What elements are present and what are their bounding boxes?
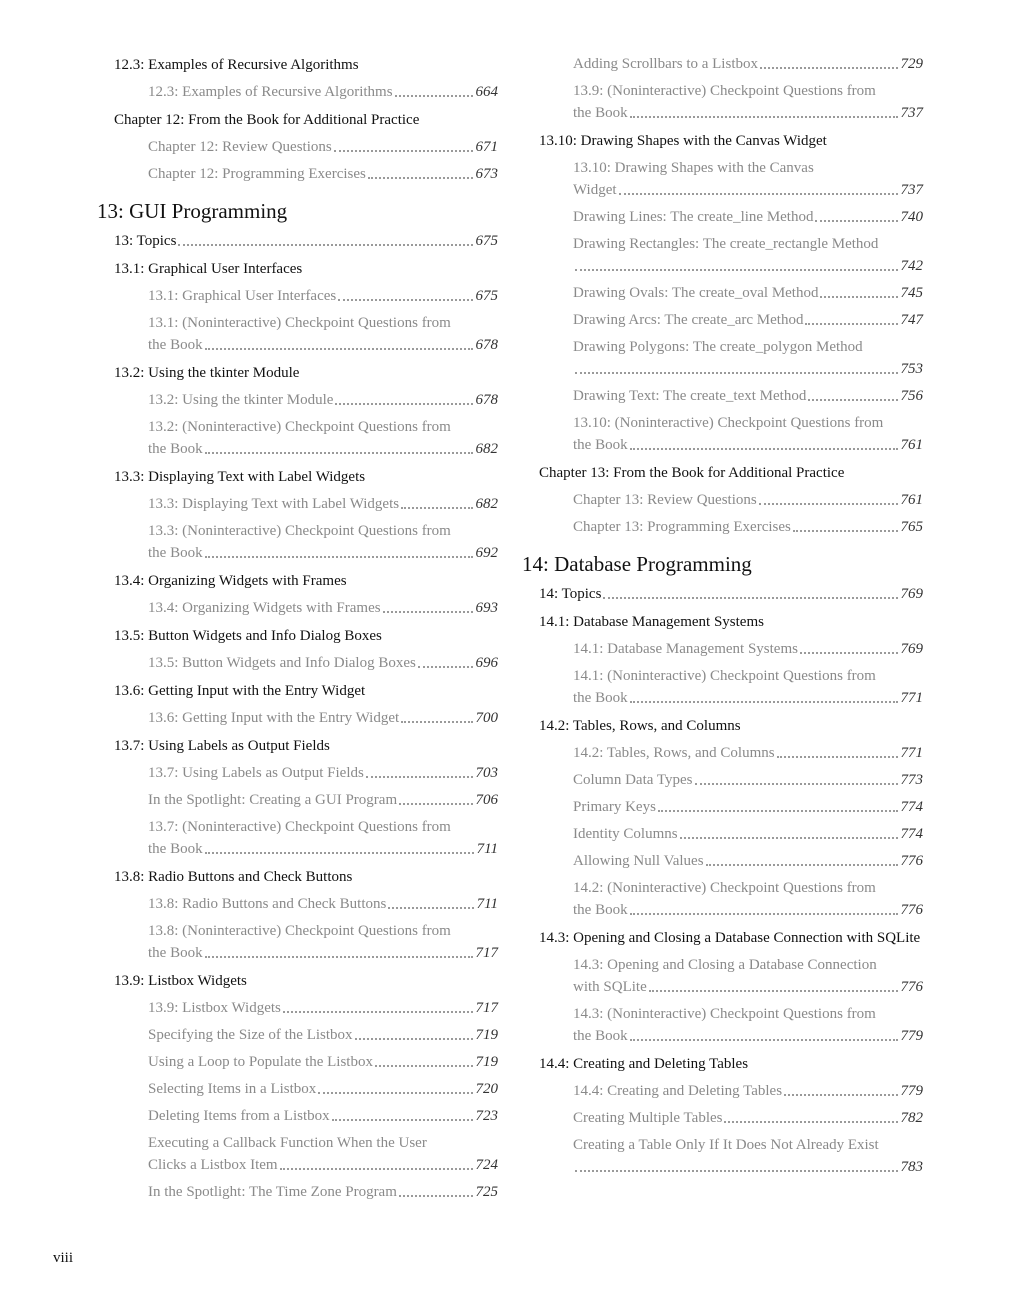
toc-page-number: 664: [475, 84, 498, 100]
section-heading: 13.7: Using Labels as Output Fields: [114, 738, 330, 754]
toc-entry-title: the Book: [148, 441, 203, 457]
dot-leader: [784, 1094, 897, 1096]
toc-entry[interactable]: [97, 285, 498, 307]
toc-entry-title: In the Spotlight: The Time Zone Program: [148, 1184, 397, 1200]
dot-leader: [695, 783, 898, 785]
toc-page-number: 771: [900, 690, 923, 706]
toc-entry-title: 14: Topics: [539, 586, 602, 602]
toc-page-number: 717: [475, 945, 498, 961]
toc-entry[interactable]: [522, 954, 923, 998]
toc-page-number: 678: [475, 392, 498, 408]
dot-leader: [388, 907, 473, 909]
toc-entry[interactable]: [522, 80, 923, 124]
toc-entry[interactable]: [522, 489, 923, 511]
toc-entry[interactable]: [97, 230, 498, 252]
dot-leader: [335, 403, 472, 405]
toc-entry-title-line: 13.9: (Noninteractive) Checkpoint Questions from: [573, 83, 876, 99]
toc-entry-title: 13.2: Using the tkinter Module: [148, 392, 334, 408]
toc-entry-title: 14.4: Creating and Deleting Tables: [573, 1083, 783, 1099]
section-heading: 14.2: Tables, Rows, and Columns: [539, 718, 741, 734]
toc-page-number: 774: [900, 826, 923, 842]
dot-leader: [375, 1065, 473, 1067]
dot-leader: [334, 150, 473, 152]
toc-page-number: 769: [900, 641, 923, 657]
toc-entry[interactable]: [97, 1078, 498, 1100]
toc-entry[interactable]: [97, 1024, 498, 1046]
dot-leader: [630, 448, 898, 450]
toc-page-number: 693: [475, 600, 498, 616]
section-heading: Chapter 13: From the Book for Additional Practice: [539, 465, 845, 481]
dot-leader: [724, 1121, 897, 1123]
toc-entry-title-line: 13.10: Drawing Shapes with the Canvas: [573, 160, 814, 176]
toc-entry[interactable]: [97, 389, 498, 411]
section-heading: 14.3: Opening and Closing a Database Connection with SQLite: [539, 930, 921, 946]
dot-leader: [808, 399, 897, 401]
toc-entry-title: Drawing Arcs: The create_arc Method: [573, 312, 804, 328]
section-heading: 13.10: Drawing Shapes with the Canvas Widget: [539, 133, 827, 149]
toc-entry-title: 14.2: Tables, Rows, and Columns: [573, 745, 775, 761]
toc-page-number: 729: [900, 56, 923, 72]
toc-entry-title-line: Drawing Polygons: The create_polygon Method: [573, 339, 863, 355]
toc-entry[interactable]: [97, 597, 498, 619]
toc-page-number: 776: [900, 979, 923, 995]
dot-leader: [760, 67, 898, 69]
toc-page-number: 774: [900, 799, 923, 815]
dot-leader: [205, 348, 473, 350]
dot-leader: [205, 852, 474, 854]
dot-leader: [332, 1119, 473, 1121]
toc-entry[interactable]: [522, 742, 923, 764]
toc-entry-title-line: 13.2: (Noninteractive) Checkpoint Questions from: [148, 419, 451, 435]
toc-entry[interactable]: [97, 493, 498, 515]
toc-entry-title-line: 13.1: (Noninteractive) Checkpoint Questions from: [148, 315, 451, 331]
toc-entry-title: the Book: [148, 545, 203, 561]
page-number: viii: [53, 1250, 74, 1266]
toc-page-number: 706: [475, 792, 498, 808]
dot-leader: [575, 372, 898, 374]
toc-entry-title-line: 14.1: (Noninteractive) Checkpoint Questions from: [573, 668, 876, 684]
section-heading: 12.3: Examples of Recursive Algorithms: [114, 57, 359, 73]
dot-leader: [401, 721, 472, 723]
toc-entry[interactable]: [97, 1051, 498, 1073]
toc-entry-title: Chapter 12: Programming Exercises: [148, 166, 366, 182]
toc-page-number: 724: [475, 1157, 498, 1173]
dot-leader: [280, 1168, 473, 1170]
toc-page-number: 747: [900, 312, 923, 328]
toc-entry-title-line: 13.7: (Noninteractive) Checkpoint Questions from: [148, 819, 451, 835]
toc-entry[interactable]: [97, 816, 498, 860]
toc-page-number: 723: [475, 1108, 498, 1124]
dot-leader: [575, 1170, 898, 1172]
dot-leader: [820, 296, 897, 298]
dot-leader: [383, 611, 473, 613]
dot-leader: [399, 1195, 473, 1197]
toc-entry-title-line: 13.10: (Noninteractive) Checkpoint Questions from: [573, 415, 884, 431]
toc-entry-title: Adding Scrollbars to a Listbox: [573, 56, 758, 72]
toc-entry-title: the Book: [148, 841, 203, 857]
toc-entry[interactable]: [522, 583, 923, 605]
toc-entry[interactable]: [522, 206, 923, 228]
dot-leader: [399, 803, 472, 805]
toc-entry-title: Creating Multiple Tables: [573, 1110, 723, 1126]
toc-entry-title: Deleting Items from a Listbox: [148, 1108, 330, 1124]
toc-page-number: 737: [900, 182, 923, 198]
toc-entry[interactable]: [522, 412, 923, 456]
toc-page-number: 737: [900, 105, 923, 121]
toc-entry-title: Allowing Null Values: [573, 853, 704, 869]
toc-entry-title: 13.6: Getting Input with the Entry Widget: [148, 710, 400, 726]
toc-entry-title: the Book: [573, 902, 628, 918]
toc-entry-title: 13: Topics: [114, 233, 177, 249]
toc-entry[interactable]: [522, 877, 923, 921]
toc-entry-title: 13.1: Graphical User Interfaces: [148, 288, 337, 304]
dot-leader: [205, 556, 473, 558]
toc-page-number: 740: [900, 209, 923, 225]
section-heading: Chapter 12: From the Book for Additional Practice: [114, 112, 420, 128]
section-heading: 13.6: Getting Input with the Entry Widget: [114, 683, 366, 699]
toc-entry-title: 14.1: Database Management Systems: [573, 641, 798, 657]
toc-left-column: [97, 48, 498, 1203]
toc-page-number: 671: [475, 139, 498, 155]
dot-leader: [318, 1092, 472, 1094]
dot-leader: [368, 177, 473, 179]
toc-entry-title-line: Executing a Callback Function When the User: [148, 1135, 427, 1151]
toc-entry[interactable]: [97, 893, 498, 915]
toc-entry[interactable]: [97, 762, 498, 784]
toc-entry[interactable]: [522, 1003, 923, 1047]
toc-entry-title: Using a Loop to Populate the Listbox: [148, 1054, 373, 1070]
toc-entry-title: Chapter 13: Review Questions: [573, 492, 757, 508]
toc-entry-title-line: 14.2: (Noninteractive) Checkpoint Questions from: [573, 880, 876, 896]
toc-entry[interactable]: [522, 157, 923, 201]
toc-page-number: 765: [900, 519, 923, 535]
section-heading: 13.8: Radio Buttons and Check Buttons: [114, 869, 353, 885]
toc-entry-title: 12.3: Examples of Recursive Algorithms: [148, 84, 393, 100]
toc-entry[interactable]: [522, 665, 923, 709]
toc-entry-title: 13.7: Using Labels as Output Fields: [148, 765, 364, 781]
toc-entry-title: Chapter 12: Review Questions: [148, 139, 332, 155]
toc-entry-title: the Book: [573, 105, 628, 121]
section-heading: 13.4: Organizing Widgets with Frames: [114, 573, 347, 589]
toc-entry[interactable]: [522, 850, 923, 872]
toc-entry-title-line: 13.8: (Noninteractive) Checkpoint Questions from: [148, 923, 451, 939]
dot-leader: [630, 1039, 898, 1041]
section-heading: 13.9: Listbox Widgets: [114, 973, 247, 989]
toc-page-number: 761: [900, 437, 923, 453]
toc-entry-title: 13.5: Button Widgets and Info Dialog Boxes: [148, 655, 416, 671]
toc-entry[interactable]: [522, 336, 923, 380]
toc-page-number: 719: [475, 1027, 498, 1043]
toc-entry-title: In the Spotlight: Creating a GUI Program: [148, 792, 398, 808]
dot-leader: [338, 299, 472, 301]
section-heading: 14.4: Creating and Deleting Tables: [539, 1056, 749, 1072]
toc-entry-title: Chapter 13: Programming Exercises: [573, 519, 791, 535]
toc-page-number: 745: [900, 285, 923, 301]
toc-entry-title: the Book: [148, 337, 203, 353]
toc-page-number: 711: [476, 841, 498, 857]
toc-page-number: 725: [475, 1184, 498, 1200]
dot-leader: [619, 193, 898, 195]
toc-entry[interactable]: [97, 416, 498, 460]
toc-entry[interactable]: [97, 81, 498, 103]
dot-leader: [815, 220, 897, 222]
toc-entry-title-line: 14.3: Opening and Closing a Database Connection: [573, 957, 877, 973]
toc-entry[interactable]: [97, 920, 498, 964]
toc-page-number: 782: [900, 1110, 923, 1126]
toc-entry[interactable]: [97, 652, 498, 674]
toc-entry[interactable]: [522, 282, 923, 304]
toc-entry[interactable]: [522, 233, 923, 277]
section-heading: 13.1: Graphical User Interfaces: [114, 261, 303, 277]
dot-leader: [658, 810, 898, 812]
toc-page-number: 717: [475, 1000, 498, 1016]
toc-entry-title: 13.9: Listbox Widgets: [148, 1000, 281, 1016]
toc-entry-title: Specifying the Size of the Listbox: [148, 1027, 353, 1043]
toc-page-number: 700: [475, 710, 498, 726]
toc-page-number: 761: [900, 492, 923, 508]
toc-entry-title-line: 14.3: (Noninteractive) Checkpoint Questions from: [573, 1006, 876, 1022]
toc-entry-title-line: 13.3: (Noninteractive) Checkpoint Questions from: [148, 523, 451, 539]
toc-page-number: 756: [900, 388, 923, 404]
toc-entry[interactable]: [522, 53, 923, 75]
toc-entry-title: the Book: [573, 437, 628, 453]
toc-entry[interactable]: [522, 823, 923, 845]
toc-entry[interactable]: [97, 789, 498, 811]
dot-leader: [205, 452, 473, 454]
dot-leader: [418, 666, 473, 668]
toc-entry-title: the Book: [148, 945, 203, 961]
toc-entry-title: 13.4: Organizing Widgets with Frames: [148, 600, 381, 616]
toc-entry[interactable]: [97, 520, 498, 564]
toc-page-number: 696: [475, 655, 498, 671]
toc-page-number: 776: [900, 853, 923, 869]
toc-page-number: 779: [900, 1028, 923, 1044]
toc-entry-title: Identity Columns: [573, 826, 678, 842]
toc-page-number: 682: [475, 441, 498, 457]
toc-entry-title-line: Creating a Table Only If It Does Not Already Exist: [573, 1137, 879, 1153]
dot-leader: [630, 116, 898, 118]
toc-entry-title: Column Data Types: [573, 772, 693, 788]
toc-page-number: 678: [475, 337, 498, 353]
toc-entry-title: 13.8: Radio Buttons and Check Buttons: [148, 896, 387, 912]
toc-right-column: [522, 48, 923, 1178]
dot-leader: [205, 956, 473, 958]
toc-page-number: 776: [900, 902, 923, 918]
toc-entry[interactable]: [522, 1080, 923, 1102]
toc-entry-title: Drawing Lines: The create_line Method: [573, 209, 814, 225]
toc-entry[interactable]: [97, 1105, 498, 1127]
toc-page-number: 773: [900, 772, 923, 788]
toc-entry[interactable]: [522, 1107, 923, 1129]
dot-leader: [800, 652, 898, 654]
dot-leader: [706, 864, 898, 866]
chapter-heading: 14: Database Programming: [522, 552, 752, 576]
section-heading: 13.3: Displaying Text with Label Widgets: [114, 469, 366, 485]
toc-entry-title: Selecting Items in a Listbox: [148, 1081, 317, 1097]
dot-leader: [355, 1038, 473, 1040]
dot-leader: [805, 323, 897, 325]
toc-page-number: 675: [475, 233, 498, 249]
dot-leader: [649, 990, 898, 992]
toc-entry[interactable]: [522, 516, 923, 538]
toc-page-number: 771: [900, 745, 923, 761]
toc-entry[interactable]: [522, 638, 923, 660]
dot-leader: [777, 756, 898, 758]
toc-entry-title: the Book: [573, 1028, 628, 1044]
toc-page-number: 682: [475, 496, 498, 512]
dot-leader: [630, 913, 898, 915]
toc-entry-title: Clicks a Listbox Item: [148, 1157, 278, 1173]
dot-leader: [575, 269, 898, 271]
toc-page-number: 703: [475, 765, 498, 781]
toc-entry-title-line: Drawing Rectangles: The create_rectangle Method: [573, 236, 879, 252]
toc-entry[interactable]: [97, 312, 498, 356]
dot-leader: [793, 530, 898, 532]
toc-entry[interactable]: [97, 1132, 498, 1176]
toc-entry[interactable]: [97, 163, 498, 185]
toc-entry[interactable]: [97, 707, 498, 729]
toc-entry-title: Primary Keys: [573, 799, 656, 815]
toc-entry[interactable]: [522, 796, 923, 818]
toc-page-number: 753: [900, 361, 923, 377]
toc-page-number: 779: [900, 1083, 923, 1099]
toc-entry-title: the Book: [573, 690, 628, 706]
toc-entry[interactable]: [522, 385, 923, 407]
toc-page-number: 692: [475, 545, 498, 561]
toc-entry-title: Drawing Ovals: The create_oval Method: [573, 285, 819, 301]
toc-entry-title: Widget: [573, 182, 617, 198]
section-heading: 14.1: Database Management Systems: [539, 614, 764, 630]
toc-entry[interactable]: [522, 309, 923, 331]
toc-entry-title: 13.3: Displaying Text with Label Widgets: [148, 496, 400, 512]
chapter-heading: 13: GUI Programming: [97, 199, 288, 223]
toc-entry[interactable]: [97, 136, 498, 158]
toc-page-number: 742: [900, 258, 923, 274]
toc-page-number: 769: [900, 586, 923, 602]
dot-leader: [366, 776, 473, 778]
dot-leader: [283, 1011, 473, 1013]
toc-page-number: 783: [900, 1159, 923, 1175]
toc-page-number: 719: [475, 1054, 498, 1070]
toc-entry[interactable]: [522, 1134, 923, 1178]
section-heading: 13.5: Button Widgets and Info Dialog Boxes: [114, 628, 382, 644]
dot-leader: [401, 507, 472, 509]
toc-entry-title: Drawing Text: The create_text Method: [573, 388, 807, 404]
section-heading: 13.2: Using the tkinter Module: [114, 365, 300, 381]
dot-leader: [759, 503, 898, 505]
dot-leader: [630, 701, 898, 703]
dot-leader: [395, 95, 473, 97]
dot-leader: [603, 597, 897, 599]
toc-entry[interactable]: [97, 1181, 498, 1203]
toc-entry-title: with SQLite: [573, 979, 647, 995]
toc-page-number: 720: [475, 1081, 498, 1097]
dot-leader: [680, 837, 898, 839]
toc-entry[interactable]: [97, 997, 498, 1019]
toc-page-number: 675: [475, 288, 498, 304]
toc-page-number: 711: [476, 896, 498, 912]
dot-leader: [178, 244, 472, 246]
toc-entry[interactable]: [522, 769, 923, 791]
toc-page-number: 673: [475, 166, 498, 182]
